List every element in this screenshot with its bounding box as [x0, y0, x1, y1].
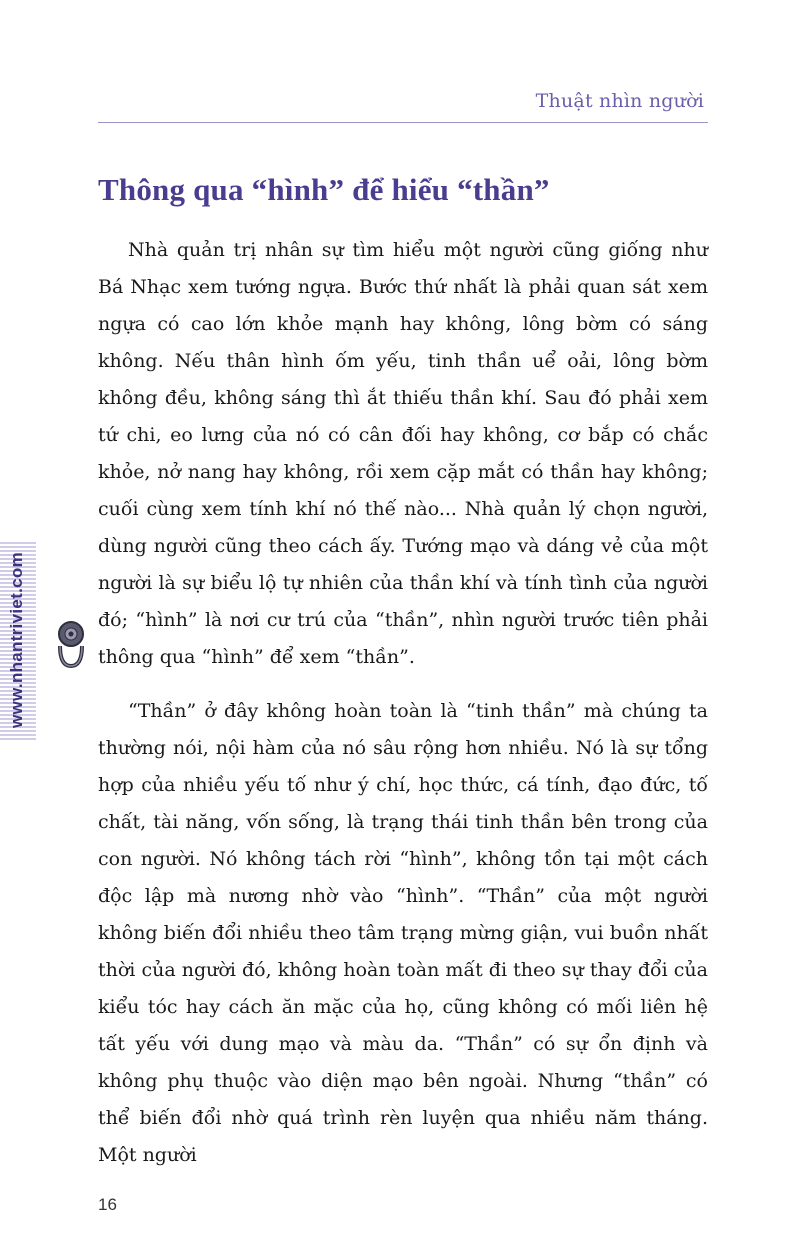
- page-number: 16: [98, 1195, 117, 1214]
- ring-knocker-icon: [54, 620, 88, 670]
- body-paragraph-1: [98, 232, 708, 676]
- paragraph-text: Nhà quản trị nhân sự tìm hiểu một người cũng giống như Bá Nhạc xem tướng ngựa. Bước thứ nhất là phải quan sát xem ngựa có cao lớn khỏe mạnh hay không, lông bờm có sáng không. Nếu thân hình ốm yếu, tinh thần uể oải, lông bờm không đều, không sáng thì ắt thiếu thần khí. Sau đó phải xem tứ chi, eo lưng của nó có cân đối hay không, cơ bắp có chắc khỏe, nở nang hay không, rồi xem cặp mắt có thần hay không; cuối cùng xem tính khí nó thế nào... Nhà quản lý chọn người, dùng người cũng theo cách ấy. Tướng mạo và dáng vẻ của một người là sự biểu lộ tự nhiên của thần khí và tính tình của người đó; “hình” là nơi cư trú của “thần”, nhìn người trước tiên phải thông qua “hình” để xem “thần”.: [98, 239, 708, 668]
- section-title: Thông qua “hình” để hiểu “thần”: [98, 172, 550, 207]
- paragraph-text: “Thần” ở đây không hoàn toàn là “tinh thần” mà chúng ta thường nói, nội hàm của nó sâu rộng hơn nhiều. Nó là sự tổng hợp của nhiều yếu tố như ý chí, học thức, cá tính, đạo đức, tố chất, tài năng, vốn sống, là trạng thái tinh thần bên trong của con người. Nó không tách rời “hình”, không tồn tại một cách độc lập mà nương nhờ vào “hình”. “Thần” của một người không biến đổi nhiều theo tâm trạng mừng giận, vui buồn nhất thời của người đó, không hoàn toàn mất đi theo sự thay đổi của kiểu tóc hay cách ăn mặc của họ, cũng không có mối liên hệ tất yếu với dung mạo và màu da. “Thần” có sự ổn định và không phụ thuộc vào diện mạo bên ngoài. Nhưng “thần” có thể biến đổi nhờ quá trình rèn luyện qua nhiều năm tháng. Một người: [98, 700, 708, 1166]
- header-divider: [98, 122, 708, 123]
- body-paragraph-2: [98, 693, 708, 1174]
- side-website: [4, 540, 30, 740]
- side-website-text: www.nhantriviet.com: [7, 551, 27, 729]
- running-header: Thuật nhìn người: [535, 90, 704, 112]
